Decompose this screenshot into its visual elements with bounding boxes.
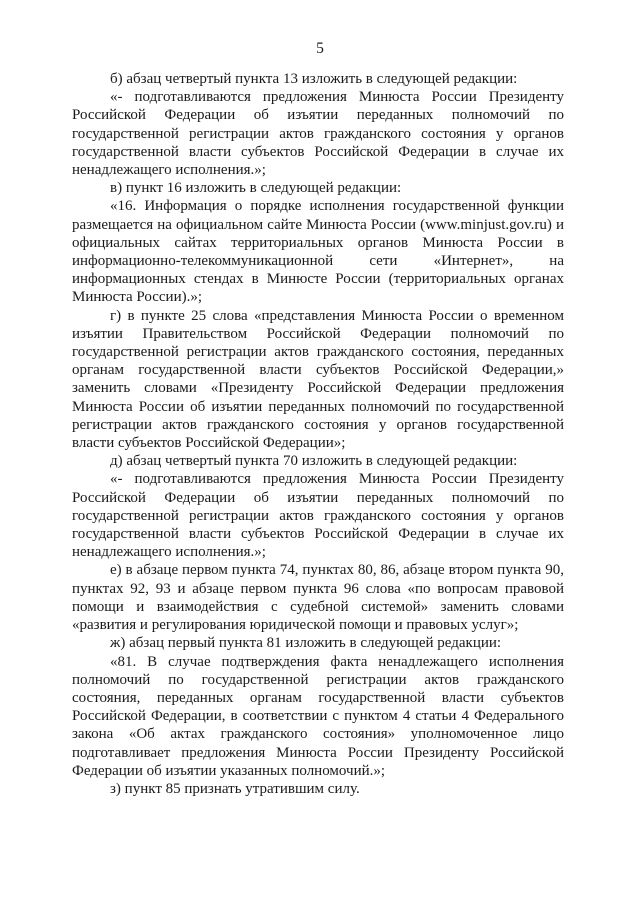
- paragraph-g: г) в пункте 25 слова «представления Минюста России о временном изъятии Правительством Российской Федерации полномочий по государственной регистрации актов гражданского состояния, переданных органам государственной власти субъектов Российской Федерации,» заменить словами «Президенту Российской Федерации предложения Минюста России об изъятии переданных полномочий по государственной регистрации актов гражданского состояния у органов государственной власти субъектов Российской Федерации»;: [72, 307, 564, 452]
- document-body: [72, 70, 564, 798]
- paragraph-d-text: «- подготавливаются предложения Минюста России Президенту Российской Федерации об изъятии переданных полномочий по государственной регистрации актов гражданского состояния у органов государственной власти субъектов Российской Федерации в случае их ненадлежащего исполнения.»;: [72, 471, 564, 561]
- paragraph-b-text: «- подготавливаются предложения Минюста России Президенту Российской Федерации об изъятии переданных полномочий по государственной регистрации актов гражданского состояния у органов государственной власти субъектов Российской Федерации в случае их ненадлежащего исполнения.»;: [72, 89, 564, 179]
- paragraph-e: е) в абзаце первом пункта 74, пунктах 80, 86, абзаце втором пункта 90, пунктах 92, 93 и абзаце первом пункта 96 слова «по вопросам правовой помощи и взаимодействия с судебной системой» заменить словами «развития и регулирования юридической помощи и правовых услуг»;: [72, 562, 564, 634]
- paragraph-b: б) абзац четвертый пункта 13 изложить в следующей редакции:: [110, 71, 518, 87]
- paragraph-d: д) абзац четвертый пункта 70 изложить в следующей редакции:: [110, 453, 518, 470]
- page-number: 5: [316, 40, 324, 57]
- paragraph-v-text: «16. Информация о порядке исполнения государственной функции размещается на официальном сайте Минюста России (www.minjust.gov.ru) и официальных сайтах территориальных органов Минюста России в информационно-телекоммуникационной сети «Интернет», на информационных стендах в Минюсте России (территориальных органах Минюста России).»;: [72, 198, 564, 306]
- paragraph-z: з) пункт 85 признать утратившим силу.: [110, 780, 360, 797]
- paragraph-zh: ж) абзац первый пункта 81 изложить в следующей редакции:: [110, 635, 502, 652]
- paragraph-v: в) пункт 16 изложить в следующей редакции:: [110, 180, 402, 197]
- paragraph-zh-text: «81. В случае подтверждения факта ненадлежащего исполнения полномочий по государственной регистрации актов гражданского состояния, переданных органам государственной власти субъектов Российской Федерации, в соответствии с пунктом 4 статьи 4 Федерального закона «Об актах гражданского состояния» уполномоченное лицо подготавливает предложения Минюста России Президенту Российской Федерации об изъятии указанных полномочий.»;: [72, 653, 564, 779]
